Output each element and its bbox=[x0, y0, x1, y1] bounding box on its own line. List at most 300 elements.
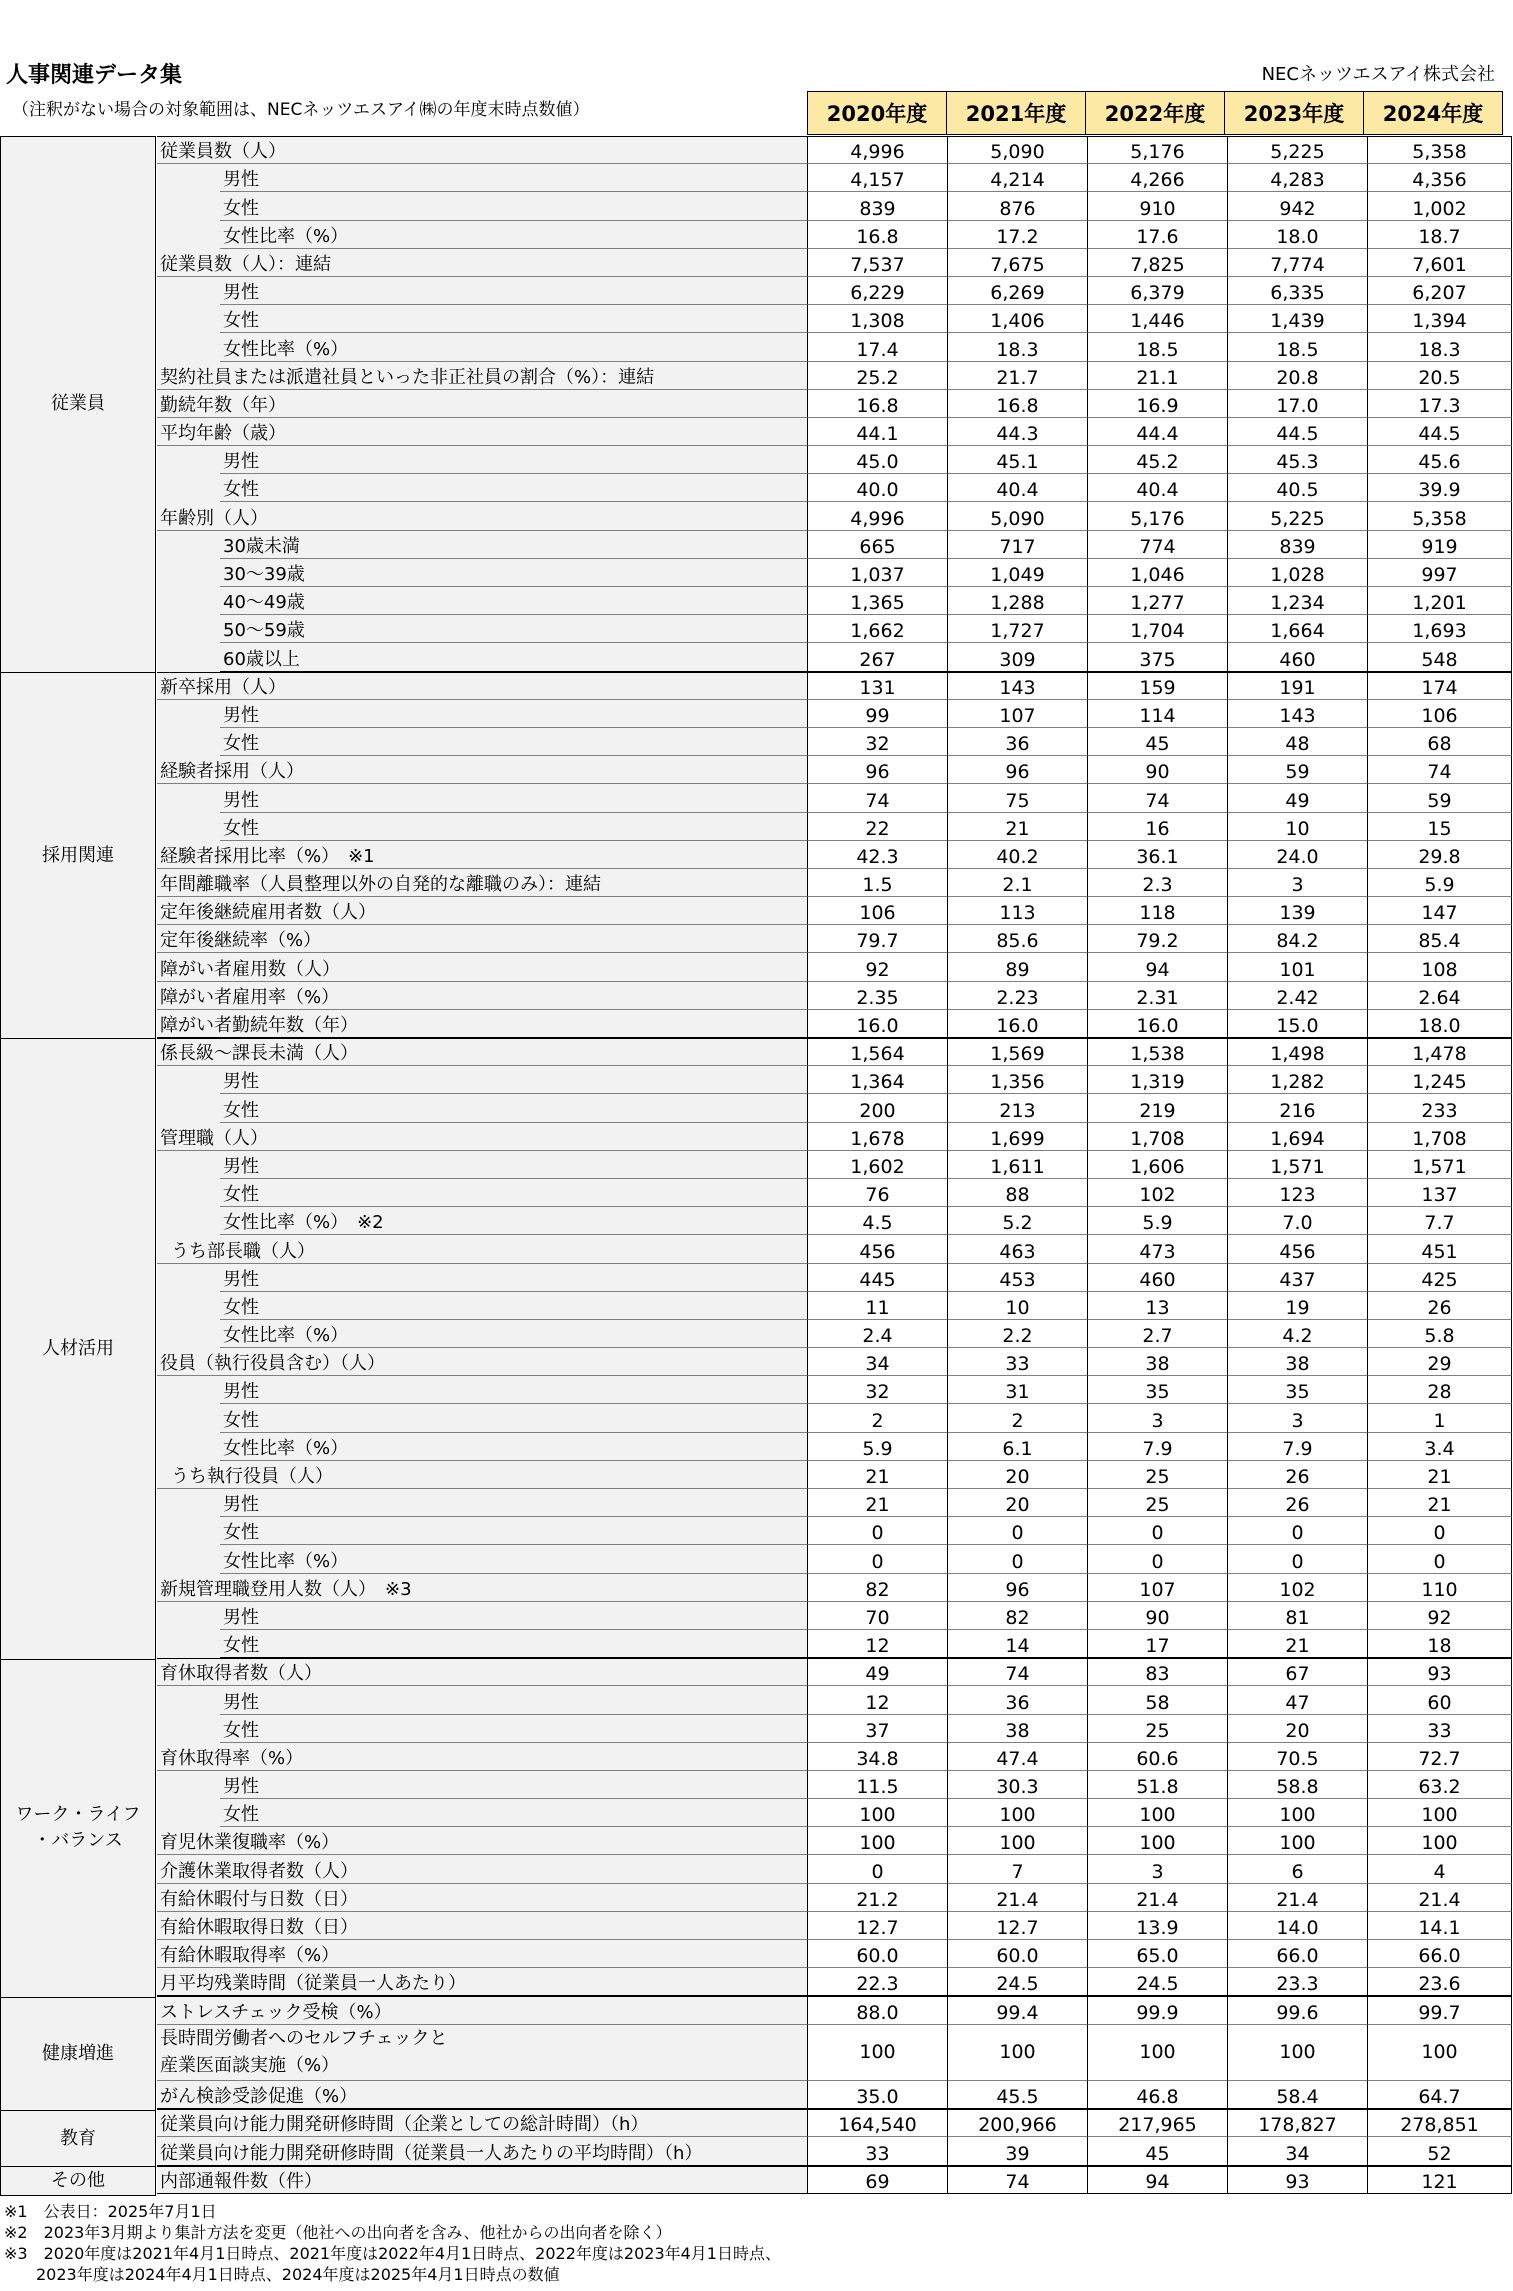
value-cell-2022年度: 35 bbox=[1087, 1376, 1227, 1404]
value-cell-2020年度: 4,996 bbox=[807, 136, 947, 164]
row-label: 従業員数（人）：連結 bbox=[157, 249, 807, 277]
value-cell-2024年度: 4 bbox=[1367, 1855, 1512, 1883]
value-cell-2024年度: 20.5 bbox=[1367, 362, 1512, 390]
value-cell-2020年度: 1,564 bbox=[807, 1038, 947, 1066]
value-cell-2022年度: 1,046 bbox=[1087, 559, 1227, 587]
table-row bbox=[0, 1066, 1512, 1094]
value-cell-2021年度: 21.4 bbox=[947, 1884, 1087, 1912]
value-cell-2023年度: 1,664 bbox=[1227, 615, 1367, 643]
table-row bbox=[0, 841, 1512, 869]
value-cell-2024年度: 1,571 bbox=[1367, 1151, 1512, 1179]
value-cell-2024年度: 1 bbox=[1367, 1404, 1512, 1432]
value-cell-2024年度: 5.9 bbox=[1367, 869, 1512, 897]
table-row bbox=[0, 756, 1512, 784]
value-cell-2022年度: 40.4 bbox=[1087, 474, 1227, 502]
row-label: うち部長職（人） bbox=[157, 1235, 807, 1263]
table-row bbox=[0, 1461, 1512, 1489]
row-indent bbox=[157, 1376, 220, 1404]
value-cell-2021年度: 1,288 bbox=[947, 587, 1087, 615]
value-cell-2022年度: 94 bbox=[1087, 953, 1227, 981]
value-cell-2024年度: 29 bbox=[1367, 1348, 1512, 1376]
value-cell-2020年度: 92 bbox=[807, 953, 947, 981]
value-cell-2021年度: 96 bbox=[947, 1574, 1087, 1602]
value-cell-2021年度: 2.2 bbox=[947, 1320, 1087, 1348]
scope-note: （注釈がない場合の対象範囲は、NECネッツエスアイ㈱の年度末時点数値） bbox=[12, 100, 590, 120]
value-cell-2020年度: 4,157 bbox=[807, 164, 947, 192]
value-cell-2020年度: 0 bbox=[807, 1545, 947, 1573]
value-cell-2020年度: 16.8 bbox=[807, 221, 947, 249]
value-cell-2023年度: 5,225 bbox=[1227, 502, 1367, 530]
value-cell-2020年度: 1,365 bbox=[807, 587, 947, 615]
value-cell-2022年度: 219 bbox=[1087, 1094, 1227, 1122]
value-cell-2021年度: 36 bbox=[947, 1686, 1087, 1714]
value-cell-2023年度: 1,694 bbox=[1227, 1123, 1367, 1151]
row-label: 有給休暇付与日数（日） bbox=[157, 1884, 807, 1912]
table-row bbox=[0, 2109, 1512, 2137]
value-cell-2022年度: 58 bbox=[1087, 1686, 1227, 1714]
value-cell-2020年度: 42.3 bbox=[807, 841, 947, 869]
row-label: 経験者採用比率（%） ※1 bbox=[157, 841, 807, 869]
value-cell-2024年度: 59 bbox=[1367, 784, 1512, 812]
value-cell-2020年度: 21.2 bbox=[807, 1884, 947, 1912]
value-cell-2020年度: 12 bbox=[807, 1686, 947, 1714]
year-header-2020: 2020年度 bbox=[807, 91, 947, 135]
value-cell-2021年度: 21.7 bbox=[947, 362, 1087, 390]
value-cell-2024年度: 18 bbox=[1367, 1630, 1512, 1658]
value-cell-2020年度: 267 bbox=[807, 643, 947, 671]
footnote: ※1 公表日：2025年7月1日 bbox=[4, 2201, 217, 2221]
table-row bbox=[0, 559, 1512, 587]
value-cell-2022年度: 18.5 bbox=[1087, 333, 1227, 361]
row-label: 女性比率（%） bbox=[220, 1433, 807, 1461]
value-cell-2022年度: 7,825 bbox=[1087, 249, 1227, 277]
row-label: 定年後継続率（%） bbox=[157, 925, 807, 953]
table-row bbox=[0, 1151, 1512, 1179]
value-cell-2022年度: 44.4 bbox=[1087, 418, 1227, 446]
value-cell-2021年度: 45.5 bbox=[947, 2081, 1087, 2109]
value-cell-2023年度: 191 bbox=[1227, 672, 1367, 700]
row-indent bbox=[157, 1320, 220, 1348]
value-cell-2020年度: 17.4 bbox=[807, 333, 947, 361]
value-cell-2023年度: 139 bbox=[1227, 897, 1367, 925]
value-cell-2023年度: 38 bbox=[1227, 1348, 1367, 1376]
value-cell-2024年度: 919 bbox=[1367, 531, 1512, 559]
value-cell-2024年度: 85.4 bbox=[1367, 925, 1512, 953]
value-cell-2022年度: 24.5 bbox=[1087, 1968, 1227, 1996]
value-cell-2023年度: 0 bbox=[1227, 1517, 1367, 1545]
value-cell-2024年度: 7,601 bbox=[1367, 249, 1512, 277]
value-cell-2022年度: 2.31 bbox=[1087, 982, 1227, 1010]
value-cell-2024年度: 100 bbox=[1367, 1799, 1512, 1827]
row-label: 女性 bbox=[220, 1630, 807, 1658]
table-row bbox=[0, 1264, 1512, 1292]
row-label: 男性 bbox=[220, 164, 807, 192]
table-row bbox=[0, 1404, 1512, 1432]
value-cell-2020年度: 45.0 bbox=[807, 446, 947, 474]
row-label: 長時間労働者へのセルフチェックと 産業医面談実施（%） bbox=[157, 2025, 807, 2081]
value-cell-2022年度: 36.1 bbox=[1087, 841, 1227, 869]
value-cell-2024年度: 425 bbox=[1367, 1264, 1512, 1292]
value-cell-2020年度: 12 bbox=[807, 1630, 947, 1658]
value-cell-2021年度: 0 bbox=[947, 1517, 1087, 1545]
value-cell-2020年度: 2.4 bbox=[807, 1320, 947, 1348]
value-cell-2024年度: 14.1 bbox=[1367, 1912, 1512, 1940]
value-cell-2023年度: 19 bbox=[1227, 1292, 1367, 1320]
row-indent bbox=[157, 1179, 220, 1207]
table-row bbox=[0, 1038, 1512, 1066]
row-label: 平均年齢（歳） bbox=[157, 418, 807, 446]
table-row bbox=[0, 1630, 1512, 1658]
row-label: 女性 bbox=[220, 1715, 807, 1743]
value-cell-2023年度: 460 bbox=[1227, 643, 1367, 671]
row-label: 50～59歳 bbox=[220, 615, 807, 643]
value-cell-2020年度: 99 bbox=[807, 700, 947, 728]
row-indent bbox=[157, 1094, 220, 1122]
value-cell-2020年度: 0 bbox=[807, 1855, 947, 1883]
table-row bbox=[0, 982, 1512, 1010]
value-cell-2023年度: 24.0 bbox=[1227, 841, 1367, 869]
table-row bbox=[0, 897, 1512, 925]
row-indent bbox=[157, 333, 220, 361]
row-label: 従業員向け能力開発研修時間（従業員一人あたりの平均時間）（h） bbox=[157, 2137, 807, 2165]
value-cell-2020年度: 32 bbox=[807, 1376, 947, 1404]
value-cell-2022年度: 460 bbox=[1087, 1264, 1227, 1292]
value-cell-2021年度: 44.3 bbox=[947, 418, 1087, 446]
value-cell-2023年度: 48 bbox=[1227, 728, 1367, 756]
value-cell-2021年度: 74 bbox=[947, 1658, 1087, 1686]
value-cell-2021年度: 31 bbox=[947, 1376, 1087, 1404]
row-label: 60歳以上 bbox=[220, 643, 807, 671]
value-cell-2020年度: 22 bbox=[807, 813, 947, 841]
value-cell-2021年度: 309 bbox=[947, 643, 1087, 671]
value-cell-2021年度: 45.1 bbox=[947, 446, 1087, 474]
table-row bbox=[0, 1940, 1512, 1968]
value-cell-2021年度: 16.0 bbox=[947, 1010, 1087, 1038]
value-cell-2022年度: 1,446 bbox=[1087, 305, 1227, 333]
row-label: ストレスチェック受検（%） bbox=[157, 1996, 807, 2024]
value-cell-2024年度: 1,708 bbox=[1367, 1123, 1512, 1151]
row-label: 女性比率（%） bbox=[220, 333, 807, 361]
value-cell-2024年度: 64.7 bbox=[1367, 2081, 1512, 2109]
table-row bbox=[0, 1799, 1512, 1827]
row-label: 障がい者雇用率（%） bbox=[157, 982, 807, 1010]
value-cell-2020年度: 5.9 bbox=[807, 1433, 947, 1461]
value-cell-2023年度: 17.0 bbox=[1227, 390, 1367, 418]
table-row bbox=[0, 1433, 1512, 1461]
value-cell-2022年度: 25 bbox=[1087, 1489, 1227, 1517]
row-indent bbox=[157, 1489, 220, 1517]
row-indent bbox=[157, 1715, 220, 1743]
value-cell-2024年度: 21.4 bbox=[1367, 1884, 1512, 1912]
value-cell-2021年度: 100 bbox=[947, 1827, 1087, 1855]
table-row bbox=[0, 1320, 1512, 1348]
table-row bbox=[0, 362, 1512, 390]
value-cell-2020年度: 34.8 bbox=[807, 1743, 947, 1771]
row-indent bbox=[157, 1686, 220, 1714]
value-cell-2023年度: 6,335 bbox=[1227, 277, 1367, 305]
value-cell-2024年度: 99.7 bbox=[1367, 1996, 1512, 2024]
row-indent bbox=[157, 728, 220, 756]
value-cell-2024年度: 29.8 bbox=[1367, 841, 1512, 869]
value-cell-2022年度: 38 bbox=[1087, 1348, 1227, 1376]
value-cell-2024年度: 100 bbox=[1367, 2025, 1512, 2081]
value-cell-2023年度: 100 bbox=[1227, 2025, 1367, 2081]
value-cell-2020年度: 35.0 bbox=[807, 2081, 947, 2109]
value-cell-2021年度: 20 bbox=[947, 1489, 1087, 1517]
value-cell-2023年度: 4,283 bbox=[1227, 164, 1367, 192]
table-row bbox=[0, 615, 1512, 643]
value-cell-2020年度: 32 bbox=[807, 728, 947, 756]
value-cell-2023年度: 34 bbox=[1227, 2137, 1367, 2165]
value-cell-2024年度: 15 bbox=[1367, 813, 1512, 841]
value-cell-2021年度: 7 bbox=[947, 1855, 1087, 1883]
row-label: 男性 bbox=[220, 277, 807, 305]
value-cell-2023年度: 7.0 bbox=[1227, 1207, 1367, 1235]
value-cell-2024年度: 66.0 bbox=[1367, 1940, 1512, 1968]
value-cell-2020年度: 25.2 bbox=[807, 362, 947, 390]
value-cell-2022年度: 90 bbox=[1087, 1602, 1227, 1630]
value-cell-2024年度: 18.7 bbox=[1367, 221, 1512, 249]
value-cell-2021年度: 2.23 bbox=[947, 982, 1087, 1010]
value-cell-2022年度: 473 bbox=[1087, 1235, 1227, 1263]
row-label: 育休取得率（%） bbox=[157, 1743, 807, 1771]
value-cell-2023年度: 47 bbox=[1227, 1686, 1367, 1714]
row-indent bbox=[157, 1433, 220, 1461]
table-row bbox=[0, 164, 1512, 192]
value-cell-2024年度: 39.9 bbox=[1367, 474, 1512, 502]
value-cell-2021年度: 5,090 bbox=[947, 136, 1087, 164]
value-cell-2020年度: 16.8 bbox=[807, 390, 947, 418]
value-cell-2020年度: 16.0 bbox=[807, 1010, 947, 1038]
value-cell-2020年度: 100 bbox=[807, 1827, 947, 1855]
value-cell-2020年度: 106 bbox=[807, 897, 947, 925]
value-cell-2022年度: 375 bbox=[1087, 643, 1227, 671]
page-title: 人事関連データ集 bbox=[6, 63, 183, 88]
table-row bbox=[0, 672, 1512, 700]
table-row bbox=[0, 1771, 1512, 1799]
value-cell-2024年度: 278,851 bbox=[1367, 2109, 1512, 2137]
value-cell-2020年度: 164,540 bbox=[807, 2109, 947, 2137]
row-label: 男性 bbox=[220, 1264, 807, 1292]
value-cell-2020年度: 1,662 bbox=[807, 615, 947, 643]
table-row bbox=[0, 1686, 1512, 1714]
value-cell-2020年度: 21 bbox=[807, 1461, 947, 1489]
value-cell-2020年度: 2 bbox=[807, 1404, 947, 1432]
value-cell-2021年度: 6.1 bbox=[947, 1433, 1087, 1461]
table-row bbox=[0, 221, 1512, 249]
value-cell-2023年度: 35 bbox=[1227, 1376, 1367, 1404]
table-row bbox=[0, 390, 1512, 418]
value-cell-2024年度: 45.6 bbox=[1367, 446, 1512, 474]
value-cell-2022年度: 74 bbox=[1087, 784, 1227, 812]
value-cell-2021年度: 717 bbox=[947, 531, 1087, 559]
value-cell-2021年度: 463 bbox=[947, 1235, 1087, 1263]
value-cell-2023年度: 67 bbox=[1227, 1658, 1367, 1686]
table-row bbox=[0, 1489, 1512, 1517]
footnotes bbox=[4, 2201, 781, 2285]
row-label: 育休取得者数（人） bbox=[157, 1658, 807, 1686]
value-cell-2024年度: 18.3 bbox=[1367, 333, 1512, 361]
row-indent bbox=[157, 1404, 220, 1432]
footnote: ※2 2023年3月期より集計方法を変更（他社への出向者を含み、他社からの出向者を除く） bbox=[4, 2222, 672, 2242]
value-cell-2022年度: 7.9 bbox=[1087, 1433, 1227, 1461]
row-label: 女性 bbox=[220, 1799, 807, 1827]
value-cell-2020年度: 60.0 bbox=[807, 1940, 947, 1968]
value-cell-2023年度: 4.2 bbox=[1227, 1320, 1367, 1348]
value-cell-2023年度: 5,225 bbox=[1227, 136, 1367, 164]
value-cell-2024年度: 63.2 bbox=[1367, 1771, 1512, 1799]
value-cell-2021年度: 40.4 bbox=[947, 474, 1087, 502]
value-cell-2024年度: 1,201 bbox=[1367, 587, 1512, 615]
row-label: 30～39歳 bbox=[220, 559, 807, 587]
value-cell-2024年度: 100 bbox=[1367, 1827, 1512, 1855]
value-cell-2024年度: 74 bbox=[1367, 756, 1512, 784]
value-cell-2020年度: 11.5 bbox=[807, 1771, 947, 1799]
value-cell-2020年度: 82 bbox=[807, 1574, 947, 1602]
row-indent bbox=[157, 1066, 220, 1094]
row-label: 女性 bbox=[220, 1094, 807, 1122]
value-cell-2022年度: 159 bbox=[1087, 672, 1227, 700]
value-cell-2022年度: 45.2 bbox=[1087, 446, 1227, 474]
value-cell-2023年度: 21 bbox=[1227, 1630, 1367, 1658]
value-cell-2024年度: 1,693 bbox=[1367, 615, 1512, 643]
table-row bbox=[0, 1884, 1512, 1912]
row-label: 障がい者勤続年数（年） bbox=[157, 1010, 807, 1038]
table-row bbox=[0, 1292, 1512, 1320]
row-label: 契約社員または派遣社員といった非正社員の割合（%）：連結 bbox=[157, 362, 807, 390]
value-cell-2024年度: 68 bbox=[1367, 728, 1512, 756]
value-cell-2020年度: 49 bbox=[807, 1658, 947, 1686]
table-row bbox=[0, 1602, 1512, 1630]
value-cell-2021年度: 33 bbox=[947, 1348, 1087, 1376]
value-cell-2023年度: 437 bbox=[1227, 1264, 1367, 1292]
value-cell-2020年度: 6,229 bbox=[807, 277, 947, 305]
table-row bbox=[0, 1094, 1512, 1122]
value-cell-2023年度: 66.0 bbox=[1227, 1940, 1367, 1968]
row-indent bbox=[157, 1151, 220, 1179]
value-cell-2023年度: 10 bbox=[1227, 813, 1367, 841]
row-indent bbox=[157, 700, 220, 728]
value-cell-2024年度: 72.7 bbox=[1367, 1743, 1512, 1771]
value-cell-2023年度: 84.2 bbox=[1227, 925, 1367, 953]
value-cell-2022年度: 4,266 bbox=[1087, 164, 1227, 192]
value-cell-2021年度: 85.6 bbox=[947, 925, 1087, 953]
value-cell-2021年度: 5,090 bbox=[947, 502, 1087, 530]
value-cell-2021年度: 1,356 bbox=[947, 1066, 1087, 1094]
value-cell-2022年度: 1,538 bbox=[1087, 1038, 1227, 1066]
row-label: 男性 bbox=[220, 1771, 807, 1799]
row-indent bbox=[157, 813, 220, 841]
row-label: がん検診受診促進（%） bbox=[157, 2081, 807, 2109]
table-row bbox=[0, 925, 1512, 953]
row-label: 勤続年数（年） bbox=[157, 390, 807, 418]
value-cell-2020年度: 96 bbox=[807, 756, 947, 784]
table-row bbox=[0, 136, 1512, 164]
value-cell-2022年度: 1,319 bbox=[1087, 1066, 1227, 1094]
table-row bbox=[0, 1376, 1512, 1404]
row-indent bbox=[157, 559, 220, 587]
row-indent bbox=[157, 1602, 220, 1630]
category-cell: その他 bbox=[0, 2166, 156, 2195]
row-label: 女性 bbox=[220, 1179, 807, 1207]
value-cell-2022年度: 118 bbox=[1087, 897, 1227, 925]
value-cell-2022年度: 910 bbox=[1087, 192, 1227, 220]
value-cell-2020年度: 33 bbox=[807, 2137, 947, 2165]
value-cell-2021年度: 40.2 bbox=[947, 841, 1087, 869]
value-cell-2021年度: 453 bbox=[947, 1264, 1087, 1292]
value-cell-2023年度: 58.8 bbox=[1227, 1771, 1367, 1799]
table-row bbox=[0, 1348, 1512, 1376]
value-cell-2021年度: 17.2 bbox=[947, 221, 1087, 249]
value-cell-2021年度: 89 bbox=[947, 953, 1087, 981]
value-cell-2020年度: 88.0 bbox=[807, 1996, 947, 2024]
category-cell: 人材活用 bbox=[0, 1038, 156, 1659]
row-label: 有給休暇取得日数（日） bbox=[157, 1912, 807, 1940]
value-cell-2024年度: 44.5 bbox=[1367, 418, 1512, 446]
table-row bbox=[0, 728, 1512, 756]
row-indent bbox=[157, 615, 220, 643]
value-cell-2023年度: 7.9 bbox=[1227, 1433, 1367, 1461]
row-indent bbox=[157, 221, 220, 249]
table-row bbox=[0, 2081, 1512, 2109]
value-cell-2021年度: 39 bbox=[947, 2137, 1087, 2165]
value-cell-2021年度: 6,269 bbox=[947, 277, 1087, 305]
row-label: 女性比率（%） bbox=[220, 1320, 807, 1348]
value-cell-2023年度: 26 bbox=[1227, 1489, 1367, 1517]
table-row bbox=[0, 1517, 1512, 1545]
value-cell-2022年度: 5.9 bbox=[1087, 1207, 1227, 1235]
value-cell-2024年度: 17.3 bbox=[1367, 390, 1512, 418]
value-cell-2021年度: 14 bbox=[947, 1630, 1087, 1658]
table-row bbox=[0, 277, 1512, 305]
value-cell-2024年度: 110 bbox=[1367, 1574, 1512, 1602]
value-cell-2022年度: 51.8 bbox=[1087, 1771, 1227, 1799]
row-indent bbox=[157, 305, 220, 333]
value-cell-2020年度: 79.7 bbox=[807, 925, 947, 953]
table-row bbox=[0, 1179, 1512, 1207]
value-cell-2021年度: 12.7 bbox=[947, 1912, 1087, 1940]
value-cell-2020年度: 1,308 bbox=[807, 305, 947, 333]
row-label: 男性 bbox=[220, 1376, 807, 1404]
value-cell-2020年度: 1,364 bbox=[807, 1066, 947, 1094]
value-cell-2020年度: 100 bbox=[807, 2025, 947, 2081]
value-cell-2024年度: 33 bbox=[1367, 1715, 1512, 1743]
value-cell-2021年度: 38 bbox=[947, 1715, 1087, 1743]
value-cell-2022年度: 0 bbox=[1087, 1517, 1227, 1545]
value-cell-2023年度: 14.0 bbox=[1227, 1912, 1367, 1940]
value-cell-2021年度: 107 bbox=[947, 700, 1087, 728]
row-indent bbox=[157, 784, 220, 812]
value-cell-2020年度: 11 bbox=[807, 1292, 947, 1320]
value-cell-2020年度: 37 bbox=[807, 1715, 947, 1743]
row-indent bbox=[157, 277, 220, 305]
value-cell-2021年度: 96 bbox=[947, 756, 1087, 784]
value-cell-2022年度: 100 bbox=[1087, 1799, 1227, 1827]
row-indent bbox=[157, 1545, 220, 1573]
row-label: 内部通報件数（件） bbox=[157, 2166, 807, 2194]
value-cell-2023年度: 143 bbox=[1227, 700, 1367, 728]
row-label: 女性比率（%） bbox=[220, 221, 807, 249]
table-row bbox=[0, 1715, 1512, 1743]
row-indent bbox=[157, 1292, 220, 1320]
row-label: 女性 bbox=[220, 813, 807, 841]
value-cell-2023年度: 1,028 bbox=[1227, 559, 1367, 587]
value-cell-2022年度: 1,606 bbox=[1087, 1151, 1227, 1179]
value-cell-2021年度: 1,569 bbox=[947, 1038, 1087, 1066]
value-cell-2024年度: 1,394 bbox=[1367, 305, 1512, 333]
value-cell-2022年度: 21.4 bbox=[1087, 1884, 1227, 1912]
table-row bbox=[0, 1968, 1512, 1996]
